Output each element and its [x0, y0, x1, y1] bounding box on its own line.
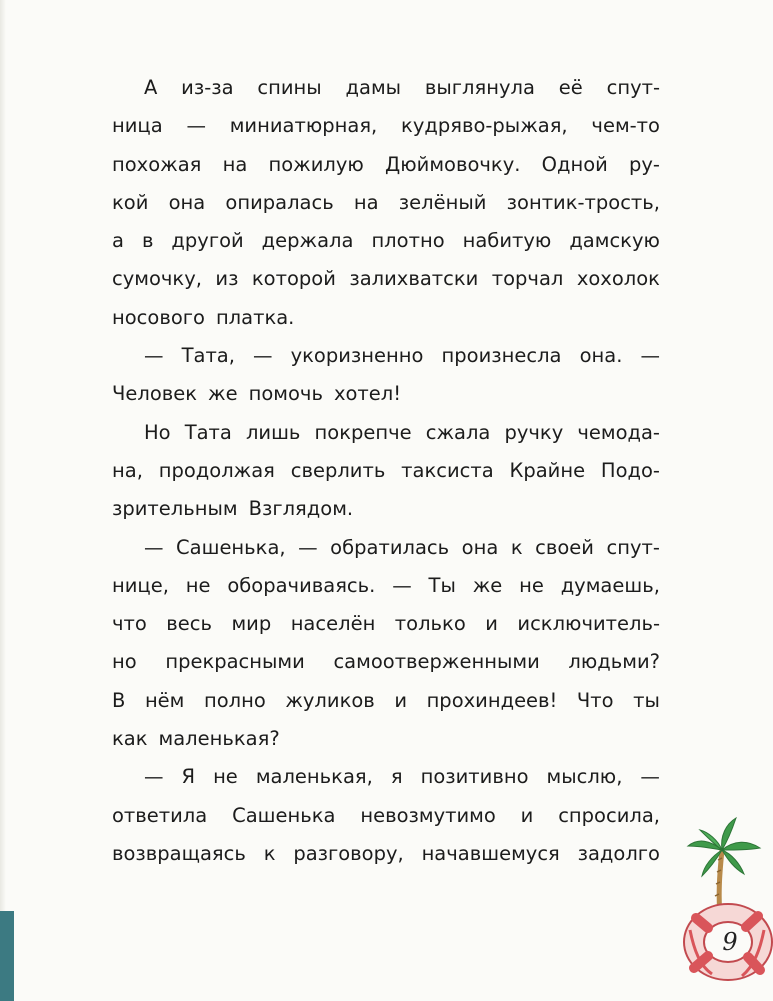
text-line — [112, 650, 660, 688]
word: Ты — [428, 573, 456, 597]
word: из — [215, 267, 239, 291]
word: укоризненно — [290, 344, 424, 368]
word: Я — [181, 765, 196, 789]
word: Но — [144, 420, 171, 444]
text-line — [112, 421, 660, 459]
word: дамскую — [569, 229, 660, 253]
word: но — [112, 650, 137, 674]
word: самоотверженными — [333, 650, 540, 674]
word: А — [144, 76, 158, 99]
word: людьми? — [568, 650, 660, 674]
word: не — [185, 573, 211, 597]
word: нём — [144, 688, 185, 712]
word: она — [461, 535, 499, 559]
word: Одной — [541, 152, 608, 176]
word: же — [208, 382, 238, 406]
word: другой — [171, 229, 244, 253]
word: чемода- — [577, 420, 660, 444]
word: спут- — [606, 76, 660, 99]
word: а — [112, 229, 124, 253]
word: и — [485, 612, 498, 636]
text-line — [112, 153, 660, 191]
word: в — [141, 229, 154, 253]
word: зелёный — [398, 190, 487, 214]
text-line — [112, 497, 660, 535]
word: помочь — [248, 382, 323, 406]
word: — — [392, 573, 412, 597]
word: которой — [251, 267, 336, 291]
word: — — [253, 344, 273, 368]
text-line — [112, 382, 660, 420]
text-line — [112, 229, 660, 267]
word: продолжая — [158, 458, 275, 482]
word: кудряво-рыжая, — [401, 114, 568, 138]
word: и — [520, 803, 534, 827]
word: к — [263, 841, 276, 865]
word: жуликов — [285, 688, 375, 712]
page-edge-strip — [0, 911, 14, 1001]
word: как — [112, 727, 148, 751]
word: — — [640, 344, 660, 368]
word: мыслю, — [546, 765, 623, 789]
word: платка. — [215, 305, 295, 329]
word: сжала — [425, 420, 491, 444]
word: выглянула — [424, 76, 535, 99]
word: залихватски — [349, 267, 479, 291]
text-line — [112, 689, 660, 727]
word: набитую — [462, 229, 552, 253]
text-line — [112, 344, 660, 382]
word: маленькая? — [158, 727, 280, 751]
word: невозмутимо — [360, 803, 496, 827]
word: оборачиваясь. — [227, 573, 376, 597]
word: хохолок — [576, 267, 660, 291]
word: на, — [112, 458, 143, 482]
word: весь — [166, 612, 212, 636]
word: спины — [257, 76, 322, 99]
text-line — [112, 612, 660, 650]
word: Тата, — [181, 344, 235, 368]
text-line — [112, 727, 660, 765]
word: Подо- — [600, 458, 660, 482]
word: Крайне — [509, 458, 586, 482]
word: — — [186, 114, 206, 138]
text-line — [112, 459, 660, 497]
word: Что — [576, 688, 614, 712]
word: ница — [112, 114, 163, 138]
word: сверлить — [290, 458, 386, 482]
word: своей — [535, 535, 594, 559]
word: плотно — [371, 229, 445, 253]
word: прекрасными — [165, 650, 305, 674]
word: только — [394, 612, 466, 636]
text-line — [112, 536, 660, 574]
word: прохиндеев! — [426, 688, 558, 712]
text-line — [112, 76, 660, 114]
word: исключитель- — [517, 612, 660, 636]
word: на — [222, 152, 248, 176]
word: — — [144, 765, 164, 789]
word: что — [112, 612, 147, 636]
word: — — [640, 765, 660, 789]
word: задолго — [577, 841, 660, 865]
word: опиралась — [225, 190, 334, 214]
word: к — [510, 535, 523, 559]
word: из-за — [181, 76, 234, 99]
word: на — [353, 190, 379, 214]
word: позитивно — [420, 765, 529, 789]
text-line — [112, 306, 660, 344]
word: обратилась — [330, 535, 450, 559]
word: маленькая, — [255, 765, 373, 789]
word: — — [144, 344, 164, 368]
text-line — [112, 842, 660, 880]
word: не — [519, 573, 544, 597]
text-line — [112, 267, 660, 305]
word: произнесла — [441, 344, 562, 368]
word: зонтик-трость, — [506, 190, 660, 214]
word: начавшемуся — [421, 841, 560, 865]
word: сумочку, — [112, 267, 202, 291]
word: держала — [261, 229, 354, 253]
word: и — [394, 688, 408, 712]
word: дамы — [345, 76, 402, 99]
word: она. — [579, 344, 623, 368]
word: населён — [290, 612, 376, 636]
text-line — [112, 191, 660, 229]
word: её — [558, 76, 583, 99]
word: Тата — [184, 420, 232, 444]
word: носового — [112, 305, 205, 329]
word: ру- — [629, 152, 660, 176]
word: лишь — [245, 420, 301, 444]
word: таксиста — [401, 458, 494, 482]
text-line — [112, 114, 660, 152]
word: миниатюрная, — [229, 114, 378, 138]
word: спут- — [606, 535, 660, 559]
page-number: 9 — [722, 928, 738, 956]
word: ты — [633, 688, 660, 712]
word: — — [298, 535, 318, 559]
word: мир — [231, 612, 272, 636]
word: торчал — [491, 267, 564, 291]
word: ручку — [504, 420, 564, 444]
word: нице, — [112, 573, 169, 597]
text-line — [112, 804, 660, 842]
word: похожая — [112, 152, 202, 176]
word: пожилую — [268, 152, 364, 176]
word: ответила — [112, 803, 208, 827]
page-edge-shadow — [0, 0, 6, 1001]
word: чем-то — [591, 114, 660, 138]
word: полно — [203, 688, 266, 712]
word: Взглядом. — [248, 497, 354, 521]
text-line — [112, 574, 660, 612]
word: покрепче — [314, 420, 412, 444]
word: же — [472, 573, 503, 597]
word: В — [112, 688, 126, 712]
palm-on-life-ring-icon — [660, 810, 773, 1001]
word: Сашенька, — [176, 535, 286, 559]
word: хотел! — [333, 382, 402, 406]
word: разговору, — [293, 841, 404, 865]
word: — — [144, 535, 164, 559]
word: возвращаясь — [112, 841, 246, 865]
word: зрительным — [112, 497, 238, 521]
word: Сашенька — [232, 803, 336, 827]
word: спросила, — [558, 803, 660, 827]
word: Дюймовочку. — [385, 152, 521, 176]
word: она — [168, 190, 206, 214]
body-text — [112, 76, 660, 880]
word: думаешь, — [560, 573, 660, 597]
word: кой — [112, 190, 149, 214]
word: я — [390, 765, 403, 789]
word: не — [213, 765, 238, 789]
word: Человек — [112, 382, 198, 406]
text-line — [112, 765, 660, 803]
